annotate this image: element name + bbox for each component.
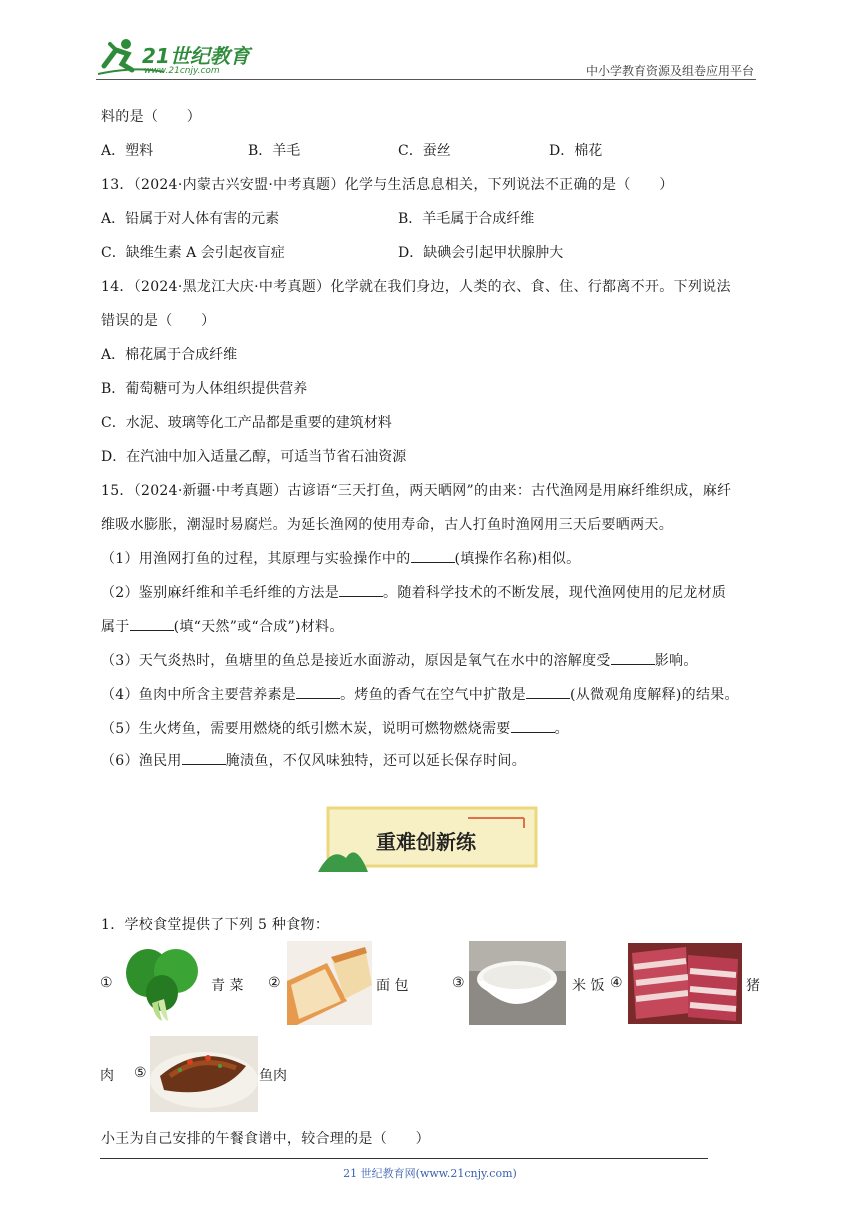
platform-label: 中小学教育资源及组卷应用平台 <box>585 64 754 78</box>
food-name-4-wrap: 肉 <box>100 1068 114 1084</box>
answer-blank[interactable] <box>182 750 226 765</box>
section-banner <box>318 806 540 874</box>
q15-part5-text-end: 。 <box>554 721 569 737</box>
rice-bowl-image <box>469 941 566 1025</box>
q15-stem-line1: 15．（2024·新疆·中考真题）古谚语“三天打鱼，两天晒网”的由来：古代渔网是用麻纤维织成，麻纤 <box>101 483 732 499</box>
q13-option-c: C．缺维生素 A 会引起夜盲症 <box>101 245 285 261</box>
footer-text: 21 世纪教育网(www.21cnjy.com) <box>343 1167 517 1180</box>
q14-stem-line2: 错误的是（ ） <box>101 313 216 329</box>
q15-part1-text-end: (填操作名称)相似。 <box>454 551 581 567</box>
q14-option-d: D．在汽油中加入适量乙醇，可适当节省石油资源 <box>101 449 407 465</box>
logo-url: www.21cnjy.com <box>144 66 220 76</box>
food-name-2: 面 包 <box>376 978 409 994</box>
q13-option-d: D．缺碘会引起甲状腺肿大 <box>398 245 564 261</box>
q15-part2 <box>101 582 726 602</box>
q15-part1 <box>101 548 580 568</box>
answer-blank[interactable] <box>511 718 555 733</box>
q14-option-a: A．棉花属于合成纤维 <box>101 347 238 363</box>
q12-tail: 料的是（ ） <box>101 109 202 125</box>
food-name-1: 青 菜 <box>211 978 244 994</box>
q15-part4-text-end: (从微观角度解释)的结果。 <box>570 687 739 703</box>
food-num-3: ③ <box>452 975 465 991</box>
q15-stem-line2: 维吸水膨胀，潮湿时易腐烂。为延长渔网的使用寿命，古人打鱼时渔网用三天后要晒两天。 <box>101 517 673 533</box>
q14-stem-line1: 14．（2024·黑龙江大庆·中考真题）化学就在我们身边，人类的衣、食、住、行都离不开。下列说法 <box>101 279 731 295</box>
q12-option-b: B．羊毛 <box>248 143 301 159</box>
answer-blank[interactable] <box>339 582 383 597</box>
pork-image <box>628 943 742 1024</box>
fish-dish-image <box>150 1036 258 1112</box>
food-num-4: ④ <box>610 975 623 991</box>
food-num-5: ⑤ <box>134 1065 147 1081</box>
logo-text: 21世纪教育 <box>142 44 250 68</box>
answer-blank[interactable] <box>130 616 174 631</box>
food-name-3: 米 饭 <box>572 978 605 994</box>
answer-blank[interactable] <box>296 684 340 699</box>
q13-option-b: B．羊毛属于合成纤维 <box>398 211 535 227</box>
footer-divider <box>100 1158 708 1159</box>
q15-part2-text: （2）鉴别麻纤维和羊毛纤维的方法是 <box>101 585 340 601</box>
q14-option-c: C．水泥、玻璃等化工产品都是重要的建筑材料 <box>101 415 392 431</box>
q15-part1-text: （1）用渔网打鱼的过程，其原理与实验操作中的 <box>101 551 411 567</box>
site-logo <box>94 36 264 80</box>
section-title: 重难创新练 <box>376 830 476 854</box>
q15-part6 <box>101 750 526 770</box>
q15-part2-cont <box>101 616 344 636</box>
q15-part6-text-end: 腌渍鱼，不仅风味独特，还可以延长保存时间。 <box>225 753 527 769</box>
q14-option-b: B．葡萄糖可为人体组织提供营养 <box>101 381 308 397</box>
food-name-4: 猪 <box>746 978 760 994</box>
food-name-5: 鱼肉 <box>259 1068 287 1084</box>
q12-option-c: C．蚕丝 <box>398 143 451 159</box>
q12-option-d: D．棉花 <box>549 143 603 159</box>
q15-part3 <box>101 650 698 670</box>
food-num-2: ② <box>268 975 281 991</box>
answer-blank[interactable] <box>411 548 455 563</box>
bok-choy-image <box>118 943 206 1023</box>
q15-part2-text-mid: 。随着科学技术的不断发展，现代渔网使用的尼龙材质 <box>383 585 727 601</box>
answer-blank[interactable] <box>526 684 570 699</box>
q15-part4 <box>101 684 739 704</box>
new-q1-question: 小王为自己安排的午餐食谱中，较合理的是（ ） <box>101 1131 430 1147</box>
q15-part5-text: （5）生火烤鱼，需要用燃烧的纸引燃木炭，说明可燃物燃烧需要 <box>101 721 511 737</box>
q15-part5 <box>101 718 569 738</box>
bread-image <box>287 941 372 1025</box>
q15-part4-text-mid: 。烤鱼的香气在空气中扩散是 <box>340 687 527 703</box>
food-num-1: ① <box>100 975 113 991</box>
q15-part2-text-d: (填“天然”或“合成”)材料。 <box>173 619 344 635</box>
q13-stem: 13．（2024·内蒙古兴安盟·中考真题）化学与生活息息相关，下列说法不正确的是（ ） <box>101 177 674 193</box>
q15-part2-text-c: 属于 <box>101 619 130 635</box>
q15-part4-text: （4）鱼肉中所含主要营养素是 <box>101 687 297 703</box>
q15-part3-text-end: 影响。 <box>654 653 698 669</box>
answer-blank[interactable] <box>611 650 655 665</box>
header-divider <box>96 79 756 80</box>
q12-option-a: A．塑料 <box>101 143 154 159</box>
new-q1-stem: 1．学校食堂提供了下列 5 种食物： <box>101 917 330 933</box>
q15-part6-text: （6）渔民用 <box>101 753 182 769</box>
q13-option-a: A．铅属于对人体有害的元素 <box>101 211 280 227</box>
q15-part3-text: （3）天气炎热时，鱼塘里的鱼总是接近水面游动，原因是氧气在水中的溶解度受 <box>101 653 611 669</box>
